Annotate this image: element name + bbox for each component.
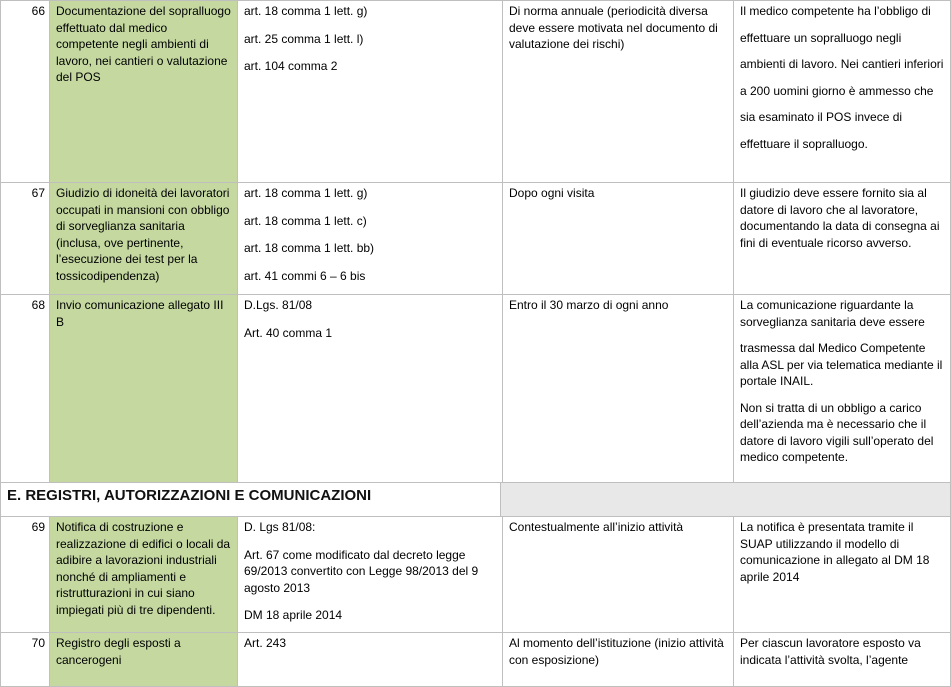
notes: La comunicazione riguardante la sorveglianza sanitaria deve essere trasmessa dal Medico Competente alla ASL per via telematica mediante il portale INAIL. Non si tratta di un obbligo a carico dell’azienda ma è necessario che il datore di lavoro vigili sull’operato del medico competente. [733,295,951,482]
notes: Il medico competente ha l’obbligo di effettuare un sopralluogo negli ambienti di lavoro. Nei cantieri inferiori a 200 uomini giorno è ammesso che sia esaminato il POS invece di effettuare il sopralluogo. [733,1,951,182]
legal-reference: art. 18 comma 1 lett. g) art. 25 comma 1 lett. l) art. 104 comma 2 [237,1,502,182]
timing: Dopo ogni visita [502,183,733,294]
timing: Di norma annuale (periodicità diversa deve essere motivata nel documento di valutazione dei rischi) [502,1,733,182]
legal-reference: D. Lgs 81/08: Art. 67 come modificato dal decreto legge 69/2013 convertito con Legge 98/2013 del 9 agosto 2013 DM 18 aprile 2014 [237,517,502,632]
legal-reference: Art. 243 [237,633,502,687]
legal-reference: art. 18 comma 1 lett. g) art. 18 comma 1 lett. c) art. 18 comma 1 lett. bb) art. 41 commi 6 – 6 bis [237,183,502,294]
row-number: 69 [0,517,49,632]
row-number: 68 [0,295,49,482]
section-header-fill [500,483,951,517]
obligation-description: Documentazione del sopralluogo effettuato dal medico competente negli ambienti di lavoro, nei cantieri o valutazione del POS [49,1,237,182]
timing: Contestualmente all’inizio attività [502,517,733,632]
row-number: 70 [0,633,49,687]
table-row [0,182,951,294]
obligation-description: Giudizio di idoneità dei lavoratori occupati in mansioni con obbligo di sorveglianza sanitaria (inclusa, ove pertinente, l’esecuzione dei test per la tossicodipendenza) [49,183,237,294]
notes: Il giudizio deve essere fornito sia al datore di lavoro che al lavoratore, documentando la data di consegna ai fini di eventuale ricorso avverso. [733,183,951,294]
row-number: 67 [0,183,49,294]
row-number: 66 [0,1,49,182]
table-row [0,516,951,632]
notes: Per ciascun lavoratore esposto va indicata l’attività svolta, l’agente [733,633,951,687]
table-row [0,632,951,687]
timing: Al momento dell’istituzione (inizio attività con esposizione) [502,633,733,687]
table-row [0,0,951,182]
table-row [0,294,951,482]
obligation-description: Registro degli esposti a cancerogeni [49,633,237,687]
timing: Entro il 30 marzo di ogni anno [502,295,733,482]
notes: La notifica è presentata tramite il SUAP utilizzando il modello di comunicazione in allegato al DM 18 aprile 2014 [733,517,951,632]
section-header [0,482,951,516]
legal-reference: D.Lgs. 81/08 Art. 40 comma 1 [237,295,502,482]
obligation-description: Invio comunicazione allegato III B [49,295,237,482]
obligation-description: Notifica di costruzione e realizzazione di edifici o locali da adibire a lavorazioni industriali nonché di ampliamenti e ristrutturazioni in cui siano impiegati più di tre dipendenti. [49,517,237,632]
section-title: E. REGISTRI, AUTORIZZAZIONI E COMUNICAZIONI [0,483,500,517]
